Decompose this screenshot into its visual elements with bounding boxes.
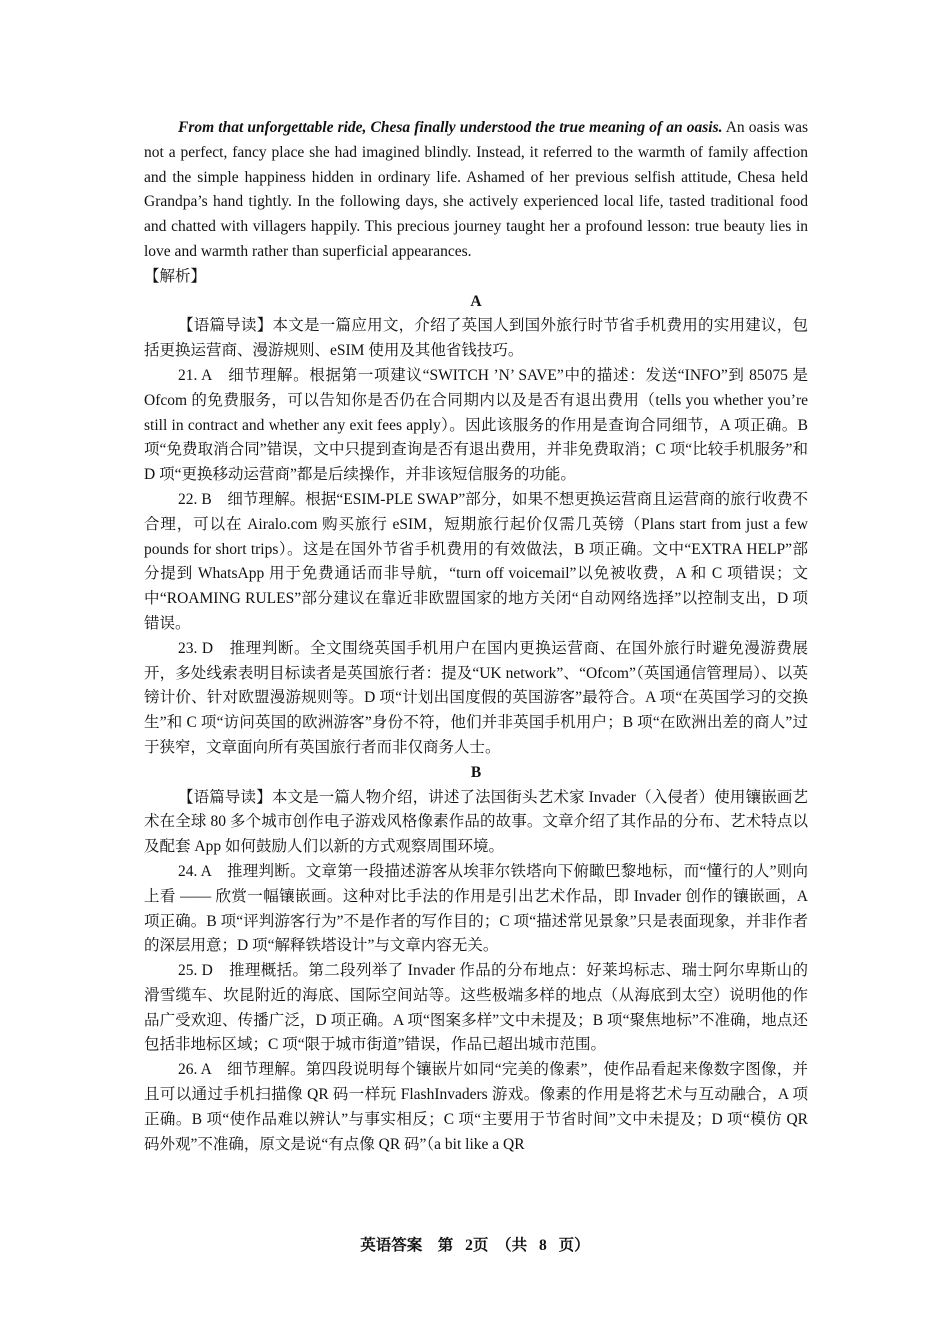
- section-b-intro: 【语篇导读】本文是一篇人物介绍，讲述了法国街头艺术家 Invader（入侵者）使用镶嵌画艺术在全球 80 多个城市创作电子游戏风格像素作品的故事。文章介绍了其作品的分布、艺术特点以及配套 App 如何鼓励人们以新的方式观察周围环境。: [144, 788, 808, 856]
- section-a-heading: A: [470, 292, 482, 310]
- question-23-explanation: 23. D 推理判断。全文围绕英国手机用户在国内更换运营商、在国外旅行时避免漫游费展开，多处线索表明目标读者是英国旅行者：提及“UK network”、“Ofcom”（英国通信管理局）、以英镑计价、针对欧盟漫游规则等。D 项“计划出国度假的英国游客”最符合。A 项“在英国学习的交换生”和 C 项“访问英国的欧洲游客”身份不符，他们并非英国手机用户；B 项“在欧洲出差的商人”过于狭窄，文章面向所有英国旅行者而非仅商务人士。: [144, 639, 808, 756]
- essay-paragraph: [144, 116, 808, 265]
- page-footer: 英语答案 第 2页 （共 8 页）: [360, 1237, 590, 1254]
- essay-body: An oasis was not a perfect, fancy place she had imagined blindly. Instead, it referred to the warmth of family affection and the simple happiness hidden in ordinary life. Ashamed of her previous selfish attitude, Chesa held Grandpa’s hand tightly. In the following days, she actively experienced local life, tasted traditional food and chatted with villagers happily. This precious journey taught her a profound lesson: true beauty lies in love and warmth rather than superficial appearances.: [144, 119, 808, 260]
- question-24-explanation: 24. A 推理判断。文章第一段描述游客从埃菲尔铁塔向下俯瞰巴黎地标，而“懂行的人”则向上看 —— 欣赏一幅镶嵌画。这种对比手法的作用是引出艺术作品，即 Invader 创作的镶嵌画，A 项正确。B 项“评判游客行为”不是作者的写作目的；C 项“描述常见景象”只是表面现象，并非作者的深层用意；D 项“解释铁塔设计”与文章内容无关。: [144, 862, 808, 955]
- question-25-explanation: 25. D 推理概括。第二段列举了 Invader 作品的分布地点：好莱坞标志、瑞士阿尔卑斯山的滑雪缆车、坎昆附近的海底、国际空间站等。这些极端多样的地点（从海底到太空）说明他的作品广受欢迎、传播广泛，D 项正确。A 项“图案多样”文中未提及；B 项“聚焦地标”不准确，地点还包括非地标区域；C 项“限于城市街道”错误，作品已超出城市范围。: [144, 962, 808, 1054]
- question-22-explanation: 22. B 细节理解。根据“ESIM-PLE SWAP”部分，如果不想更换运营商且运营商的旅行收费不合理，可以在 Airalo.com 购买旅行 eSIM，短期旅行起价仅需几英镑（Plans start from just a few pounds for short trips）。这是在国外节省手机费用的有效做法，B 项正确。文中“EXTRA HELP”部分提到 WhatsApp 用于免费通话而非导航，“turn off voicemail”以免被收费，A 和 C 项错误；文中“ROAMING RULES”部分建议在靠近非欧盟国家的地方关闭“自动网络选择”以控制支出，D 项错误。: [144, 490, 808, 632]
- essay-lead-sentence: From that unforgettable ride, Chesa finally understood the true meaning of an oasis.: [178, 119, 723, 136]
- question-26-explanation: 26. A 细节理解。第四段说明每个镶嵌片如同“完美的像素”，使作品看起来像数字图像，并且可以通过手机扫描像 QR 码一样玩 FlashInvaders 游戏。像素的作用是将艺术与互动融合，A 项正确。B 项“使作品难以辨认”与事实相反；C 项“主要用于节省时间”文中未提及；D 项“模仿 QR 码外观”不准确，原文是说“有点像 QR 码”（a bit like a QR: [144, 1061, 808, 1153]
- question-21-explanation: 21. A 细节理解。根据第一项建议“SWITCH ’N’ SAVE”中的描述：发送“INFO”到 85075 是 Ofcom 的免费服务，可以告知你是否仍在合同期内以及是否有退出费用（tells you whether you’re still in contract and whether any exit fees apply）。因此该服务的作用是查询合同细节，A 项正确。B 项“免费取消合同”错误，文中只提到查询是否有退出费用，并非免费取消；C 项“比较手机服务”和 D 项“更换移动运营商”都是后续操作，并非该短信服务的功能。: [144, 366, 808, 484]
- answer-page: [144, 116, 808, 1157]
- section-a-intro: 【语篇导读】本文是一篇应用文，介绍了英国人到国外旅行时节省手机费用的实用建议，包括更换运营商、漫游规则、eSIM 使用及其他省钱技巧。: [144, 317, 808, 360]
- analysis-label: 【解析】: [144, 267, 207, 285]
- section-b-heading: B: [470, 763, 482, 781]
